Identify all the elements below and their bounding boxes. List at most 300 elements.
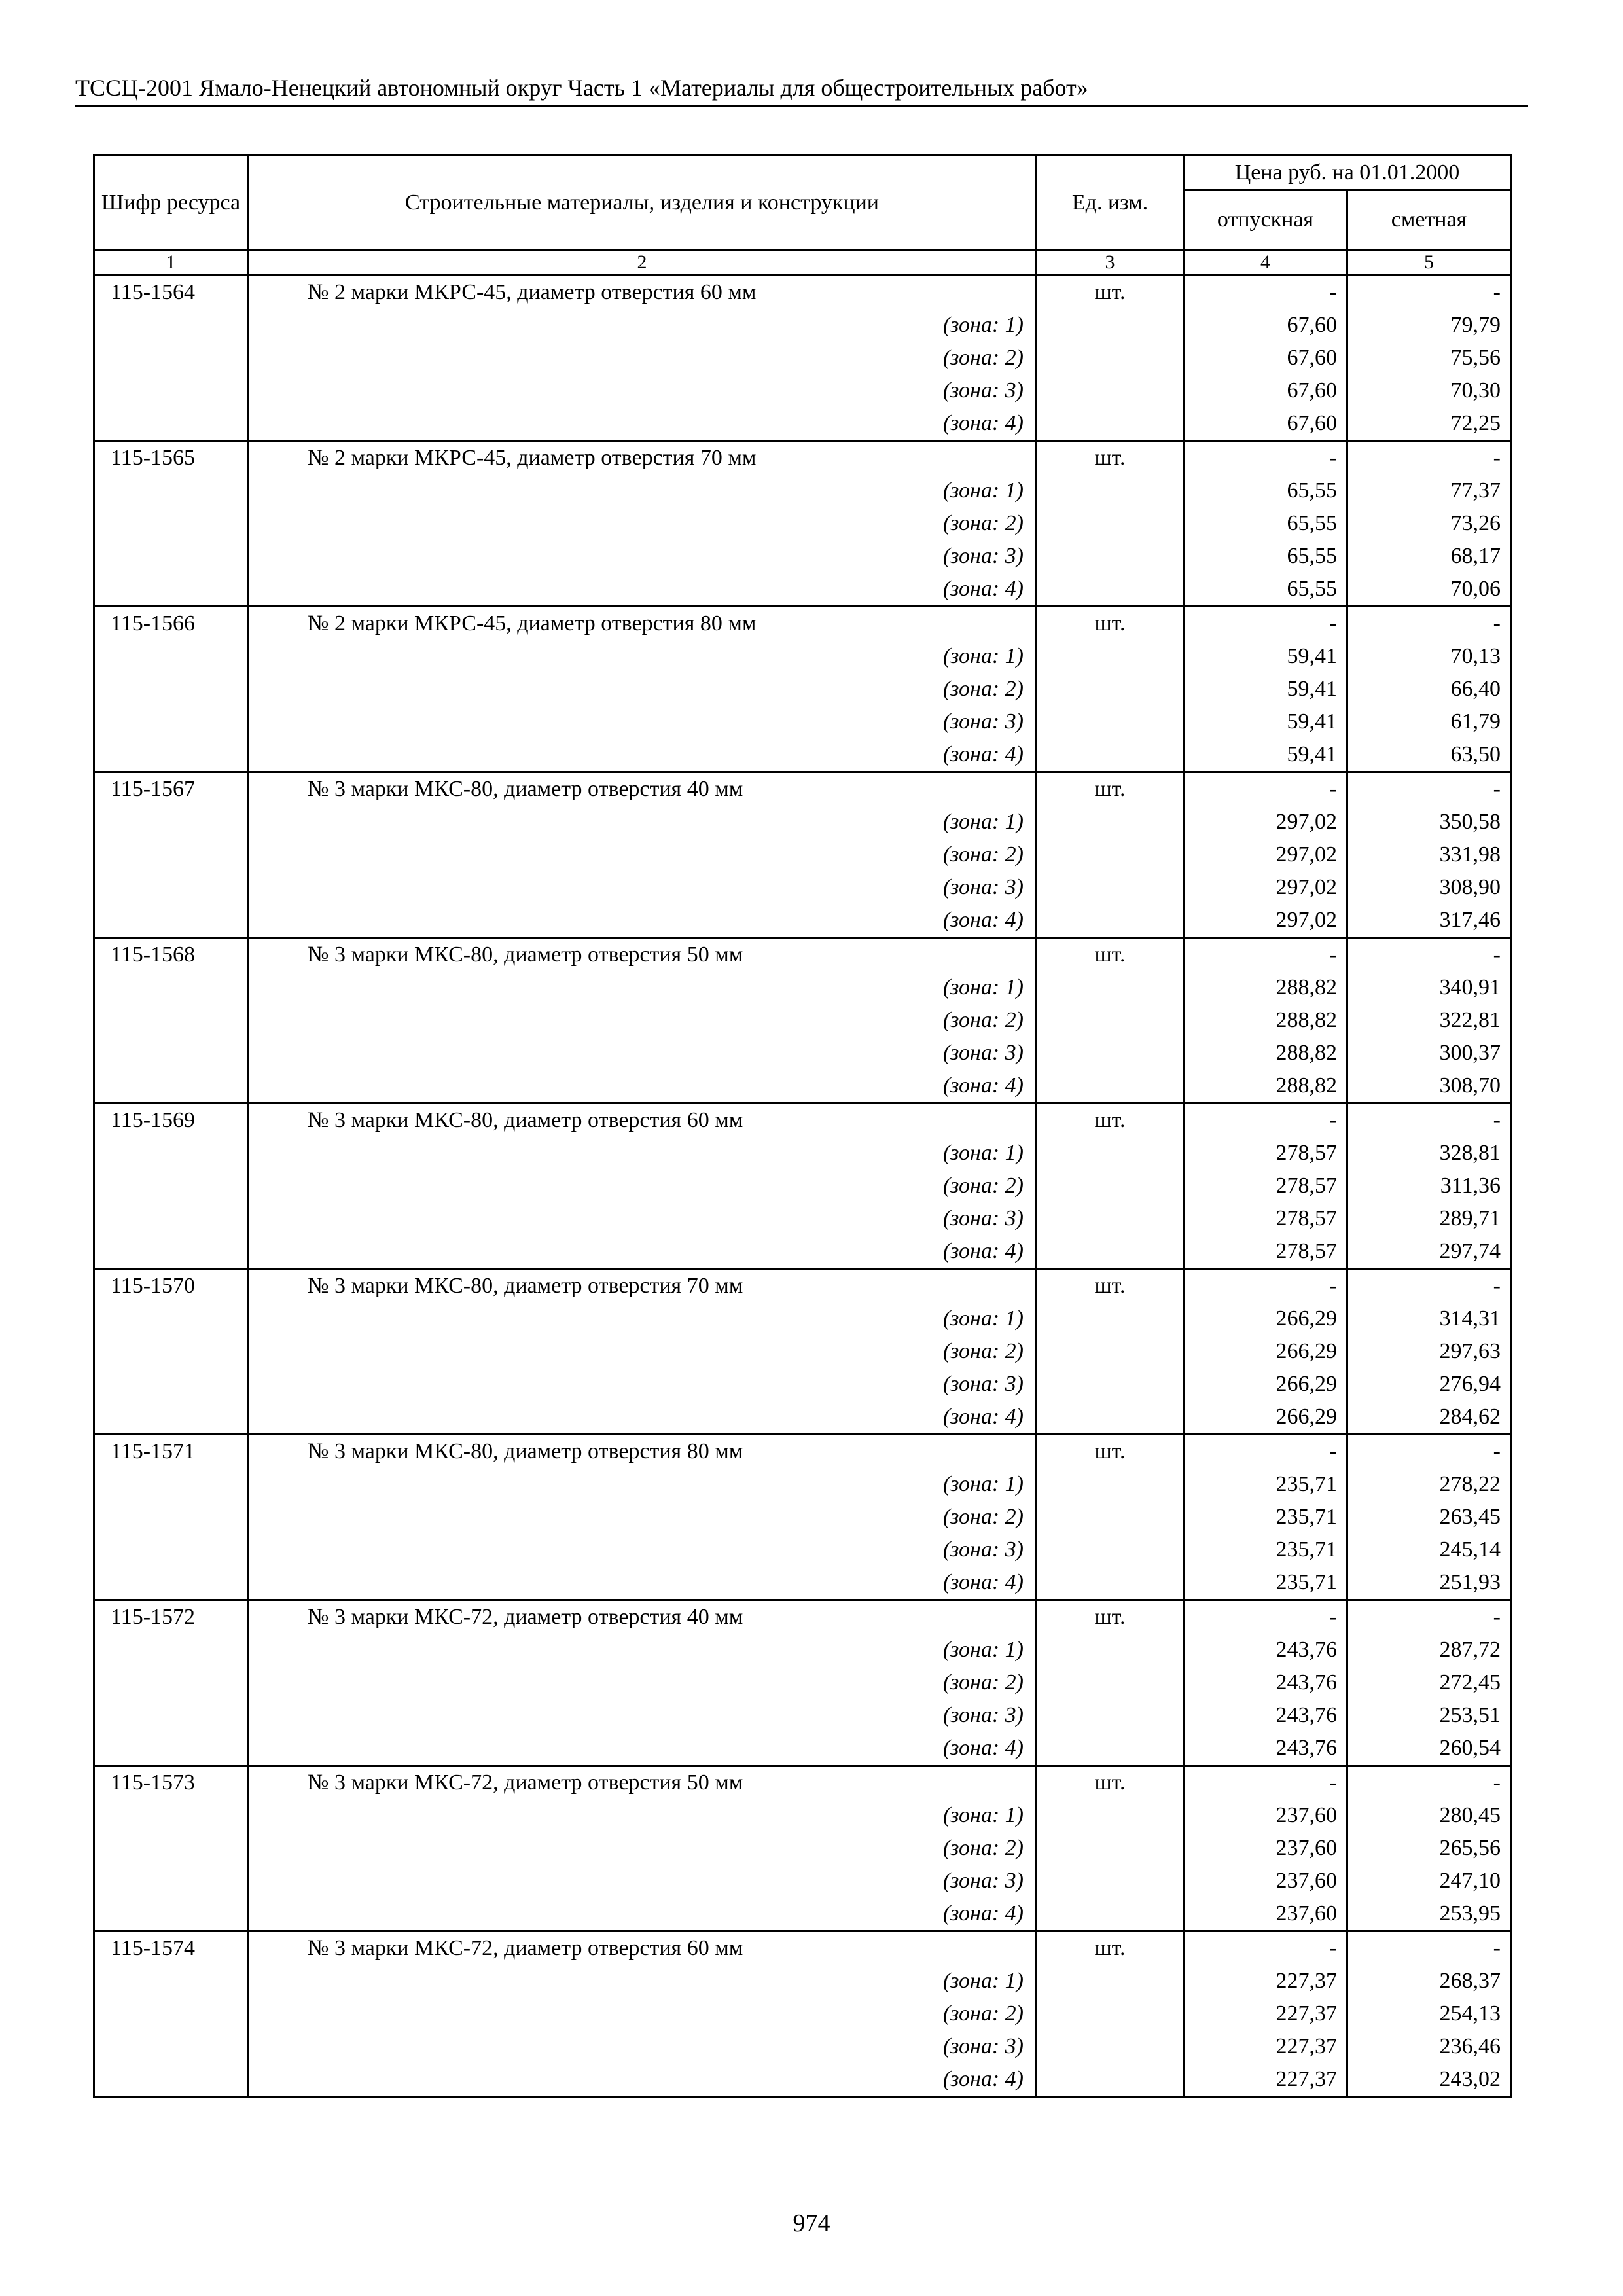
resource-code-empty [94, 540, 248, 573]
zone-label: (зона: 4) [248, 738, 1037, 772]
release-price: 59,41 [1184, 706, 1347, 738]
unit-empty [1037, 738, 1184, 772]
table-row [94, 1435, 1511, 1469]
unit: шт. [1037, 772, 1184, 806]
estimate-price: 236,46 [1347, 2030, 1511, 2063]
estimate-price: 331,98 [1347, 838, 1511, 871]
release-price: 243,76 [1184, 1732, 1347, 1766]
resource-code-empty [94, 1335, 248, 1368]
zone-row [94, 1302, 1511, 1335]
col-header-release: отпускная [1184, 190, 1347, 250]
zone-row [94, 1335, 1511, 1368]
resource-code-empty [94, 1998, 248, 2030]
release-price: 65,55 [1184, 540, 1347, 573]
col-header-unit: Ед. изм. [1037, 156, 1184, 250]
release-price: - [1184, 1931, 1347, 1965]
release-price: 65,55 [1184, 573, 1347, 607]
unit: шт. [1037, 276, 1184, 310]
release-price: 237,60 [1184, 1865, 1347, 1897]
zone-row [94, 838, 1511, 871]
resource-code-empty [94, 309, 248, 342]
resource-code: 115-1568 [94, 938, 248, 972]
material-name: № 3 марки МКС-80, диаметр отверстия 50 мм [248, 938, 1037, 972]
resource-code-empty [94, 1501, 248, 1534]
resource-code-empty [94, 640, 248, 673]
release-price: - [1184, 938, 1347, 972]
resource-code-empty [94, 2030, 248, 2063]
zone-label: (зона: 4) [248, 1235, 1037, 1269]
unit-empty [1037, 540, 1184, 573]
col-header-estimate: сметная [1347, 190, 1511, 250]
unit-empty [1037, 1566, 1184, 1600]
zone-label: (зона: 3) [248, 1865, 1037, 1897]
estimate-price: 70,13 [1347, 640, 1511, 673]
zone-label: (зона: 4) [248, 1732, 1037, 1766]
release-price: - [1184, 1766, 1347, 1800]
zone-label: (зона: 1) [248, 1468, 1037, 1501]
zone-row [94, 507, 1511, 540]
estimate-price: 260,54 [1347, 1732, 1511, 1766]
release-price: 288,82 [1184, 1037, 1347, 1069]
table-row [94, 1103, 1511, 1138]
unit-empty [1037, 871, 1184, 904]
release-price: 278,57 [1184, 1170, 1347, 1202]
zone-label: (зона: 2) [248, 507, 1037, 540]
zone-label: (зона: 2) [248, 1501, 1037, 1534]
estimate-price: 73,26 [1347, 507, 1511, 540]
zone-label: (зона: 4) [248, 1069, 1037, 1103]
zone-row [94, 1732, 1511, 1766]
header-rule [75, 105, 1528, 107]
table-body [94, 276, 1511, 2097]
zone-label: (зона: 2) [248, 838, 1037, 871]
release-price: - [1184, 772, 1347, 806]
release-price: 288,82 [1184, 971, 1347, 1004]
unit-empty [1037, 1832, 1184, 1865]
zone-label: (зона: 2) [248, 673, 1037, 706]
release-price: 297,02 [1184, 871, 1347, 904]
unit-empty [1037, 806, 1184, 838]
unit-empty [1037, 1401, 1184, 1435]
unit-empty [1037, 1634, 1184, 1666]
zone-label: (зона: 1) [248, 475, 1037, 507]
resource-code-empty [94, 374, 248, 407]
zone-label: (зона: 4) [248, 1401, 1037, 1435]
column-number: 5 [1347, 250, 1511, 276]
estimate-price: 276,94 [1347, 1368, 1511, 1401]
release-price: 266,29 [1184, 1302, 1347, 1335]
unit-empty [1037, 1501, 1184, 1534]
estimate-price: - [1347, 938, 1511, 972]
zone-label: (зона: 3) [248, 1699, 1037, 1732]
release-price: 288,82 [1184, 1004, 1347, 1037]
estimate-price: 79,79 [1347, 309, 1511, 342]
zone-row [94, 1799, 1511, 1832]
resource-code: 115-1565 [94, 441, 248, 475]
zone-label: (зона: 3) [248, 1534, 1037, 1566]
estimate-price: 77,37 [1347, 475, 1511, 507]
resource-code-empty [94, 407, 248, 441]
zone-row [94, 1235, 1511, 1269]
release-price: - [1184, 1435, 1347, 1469]
resource-code-empty [94, 971, 248, 1004]
resource-code-empty [94, 1202, 248, 1235]
estimate-price: 272,45 [1347, 1666, 1511, 1699]
unit-empty [1037, 1468, 1184, 1501]
column-number: 3 [1037, 250, 1184, 276]
zone-row [94, 2063, 1511, 2097]
estimate-price: - [1347, 772, 1511, 806]
release-price: 297,02 [1184, 806, 1347, 838]
estimate-price: 314,31 [1347, 1302, 1511, 1335]
release-price: 297,02 [1184, 838, 1347, 871]
zone-row [94, 1137, 1511, 1170]
estimate-price: - [1347, 1269, 1511, 1303]
release-price: 243,76 [1184, 1666, 1347, 1699]
release-price: - [1184, 1269, 1347, 1303]
unit-empty [1037, 1137, 1184, 1170]
unit-empty [1037, 1069, 1184, 1103]
resource-code-empty [94, 1037, 248, 1069]
release-price: 59,41 [1184, 673, 1347, 706]
material-name: № 3 марки МКС-80, диаметр отверстия 40 мм [248, 772, 1037, 806]
resource-code-empty [94, 1865, 248, 1897]
estimate-price: 63,50 [1347, 738, 1511, 772]
estimate-price: 245,14 [1347, 1534, 1511, 1566]
zone-row [94, 706, 1511, 738]
zone-label: (зона: 3) [248, 540, 1037, 573]
zone-row [94, 1069, 1511, 1103]
resource-code: 115-1564 [94, 276, 248, 310]
unit: шт. [1037, 1103, 1184, 1138]
resource-code-empty [94, 738, 248, 772]
unit-empty [1037, 904, 1184, 938]
zone-label: (зона: 2) [248, 1335, 1037, 1368]
zone-label: (зона: 3) [248, 2030, 1037, 2063]
resource-code-empty [94, 1004, 248, 1037]
zone-label: (зона: 1) [248, 1137, 1037, 1170]
estimate-price: 72,25 [1347, 407, 1511, 441]
table-row [94, 938, 1511, 972]
zone-row [94, 1634, 1511, 1666]
zone-label: (зона: 2) [248, 1666, 1037, 1699]
resource-code-empty [94, 1732, 248, 1766]
unit-empty [1037, 1732, 1184, 1766]
release-price: 278,57 [1184, 1202, 1347, 1235]
release-price: 227,37 [1184, 1965, 1347, 1998]
unit-empty [1037, 1897, 1184, 1931]
unit-empty [1037, 1699, 1184, 1732]
unit-empty [1037, 706, 1184, 738]
unit: шт. [1037, 1435, 1184, 1469]
zone-label: (зона: 1) [248, 1634, 1037, 1666]
resource-code-empty [94, 838, 248, 871]
zone-label: (зона: 3) [248, 871, 1037, 904]
estimate-price: 265,56 [1347, 1832, 1511, 1865]
material-name: № 3 марки МКС-80, диаметр отверстия 60 мм [248, 1103, 1037, 1138]
material-name: № 2 марки МКРС-45, диаметр отверстия 60 мм [248, 276, 1037, 310]
estimate-price: 300,37 [1347, 1037, 1511, 1069]
release-price: 235,71 [1184, 1501, 1347, 1534]
unit-empty [1037, 640, 1184, 673]
estimate-price: 253,51 [1347, 1699, 1511, 1732]
estimate-price: 66,40 [1347, 673, 1511, 706]
resource-code-empty [94, 706, 248, 738]
resource-code-empty [94, 1302, 248, 1335]
unit-empty [1037, 1037, 1184, 1069]
estimate-price: 268,37 [1347, 1965, 1511, 1998]
col-header-price: Цена руб. на 01.01.2000 [1184, 156, 1511, 190]
estimate-price: 328,81 [1347, 1137, 1511, 1170]
zone-row [94, 1832, 1511, 1865]
unit-empty [1037, 1302, 1184, 1335]
zone-row [94, 573, 1511, 607]
resource-code-empty [94, 1468, 248, 1501]
zone-label: (зона: 4) [248, 904, 1037, 938]
unit: шт. [1037, 1766, 1184, 1800]
resource-code-empty [94, 1965, 248, 1998]
estimate-price: 311,36 [1347, 1170, 1511, 1202]
estimate-price: 278,22 [1347, 1468, 1511, 1501]
zone-row [94, 374, 1511, 407]
zone-row [94, 1666, 1511, 1699]
resource-code-empty [94, 1368, 248, 1401]
estimate-price: - [1347, 1600, 1511, 1634]
zone-label: (зона: 1) [248, 640, 1037, 673]
resource-code-empty [94, 1235, 248, 1269]
estimate-price: 297,74 [1347, 1235, 1511, 1269]
release-price: 227,37 [1184, 2063, 1347, 2097]
unit-empty [1037, 838, 1184, 871]
release-price: - [1184, 276, 1347, 310]
release-price: 237,60 [1184, 1799, 1347, 1832]
unit-empty [1037, 1202, 1184, 1235]
resource-code-empty [94, 871, 248, 904]
resource-code: 115-1567 [94, 772, 248, 806]
resource-code-empty [94, 1897, 248, 1931]
resource-code-empty [94, 904, 248, 938]
resource-code-empty [94, 573, 248, 607]
release-price: 235,71 [1184, 1468, 1347, 1501]
table-row [94, 441, 1511, 475]
estimate-price: 70,06 [1347, 573, 1511, 607]
estimate-price: 322,81 [1347, 1004, 1511, 1037]
column-numbers-row [94, 250, 1511, 276]
estimate-price: 289,71 [1347, 1202, 1511, 1235]
unit-empty [1037, 2030, 1184, 2063]
resource-code-empty [94, 1170, 248, 1202]
material-name: № 3 марки МКС-80, диаметр отверстия 70 мм [248, 1269, 1037, 1303]
column-number: 4 [1184, 250, 1347, 276]
table-row [94, 1600, 1511, 1634]
zone-row [94, 1998, 1511, 2030]
release-price: - [1184, 1600, 1347, 1634]
estimate-price: 253,95 [1347, 1897, 1511, 1931]
zone-label: (зона: 1) [248, 1302, 1037, 1335]
zone-row [94, 1468, 1511, 1501]
zone-row [94, 540, 1511, 573]
estimate-price: - [1347, 1435, 1511, 1469]
unit-empty [1037, 1666, 1184, 1699]
zone-row [94, 1401, 1511, 1435]
resource-code-empty [94, 475, 248, 507]
release-price: 266,29 [1184, 1401, 1347, 1435]
resource-code: 115-1573 [94, 1766, 248, 1800]
estimate-price: 287,72 [1347, 1634, 1511, 1666]
resource-code-empty [94, 673, 248, 706]
zone-label: (зона: 4) [248, 1566, 1037, 1600]
unit-empty [1037, 309, 1184, 342]
unit: шт. [1037, 441, 1184, 475]
estimate-price: 251,93 [1347, 1566, 1511, 1600]
zone-label: (зона: 2) [248, 1998, 1037, 2030]
estimate-price: 263,45 [1347, 1501, 1511, 1534]
resource-code-empty [94, 1799, 248, 1832]
estimate-price: 254,13 [1347, 1998, 1511, 2030]
release-price: 266,29 [1184, 1335, 1347, 1368]
estimate-price: - [1347, 1103, 1511, 1138]
page-header: ТССЦ-2001 Ямало-Ненецкий автономный округ Часть 1 «Материалы для общестроительных работ» [75, 75, 1088, 101]
unit-empty [1037, 374, 1184, 407]
column-number: 1 [94, 250, 248, 276]
release-price: 243,76 [1184, 1699, 1347, 1732]
release-price: 235,71 [1184, 1566, 1347, 1600]
release-price: 59,41 [1184, 738, 1347, 772]
release-price: - [1184, 441, 1347, 475]
col-header-code: Шифр ресурса [94, 156, 248, 250]
zone-row [94, 738, 1511, 772]
zone-label: (зона: 3) [248, 1202, 1037, 1235]
zone-row [94, 1534, 1511, 1566]
column-number: 2 [248, 250, 1037, 276]
zone-label: (зона: 2) [248, 1170, 1037, 1202]
unit: шт. [1037, 1931, 1184, 1965]
unit: шт. [1037, 938, 1184, 972]
release-price: 266,29 [1184, 1368, 1347, 1401]
unit-empty [1037, 1368, 1184, 1401]
release-price: 297,02 [1184, 904, 1347, 938]
unit-empty [1037, 1235, 1184, 1269]
estimate-price: 308,90 [1347, 871, 1511, 904]
release-price: 65,55 [1184, 475, 1347, 507]
zone-label: (зона: 4) [248, 407, 1037, 441]
unit: шт. [1037, 1269, 1184, 1303]
zone-label: (зона: 4) [248, 2063, 1037, 2097]
zone-row [94, 673, 1511, 706]
unit-empty [1037, 1998, 1184, 2030]
estimate-price: 308,70 [1347, 1069, 1511, 1103]
zone-label: (зона: 2) [248, 1832, 1037, 1865]
estimate-price: 75,56 [1347, 342, 1511, 374]
material-name: № 3 марки МКС-72, диаметр отверстия 40 мм [248, 1600, 1037, 1634]
zone-label: (зона: 2) [248, 1004, 1037, 1037]
zone-label: (зона: 1) [248, 806, 1037, 838]
col-header-name: Строительные материалы, изделия и конструкции [248, 156, 1037, 250]
unit-empty [1037, 971, 1184, 1004]
zone-row [94, 2030, 1511, 2063]
zone-row [94, 1037, 1511, 1069]
zone-row [94, 1865, 1511, 1897]
material-name: № 3 марки МКС-72, диаметр отверстия 60 мм [248, 1931, 1037, 1965]
unit-empty [1037, 342, 1184, 374]
zone-label: (зона: 2) [248, 342, 1037, 374]
unit-empty [1037, 1865, 1184, 1897]
material-name: № 3 марки МКС-72, диаметр отверстия 50 мм [248, 1766, 1037, 1800]
zone-row [94, 640, 1511, 673]
table-row [94, 1766, 1511, 1800]
zone-row [94, 1004, 1511, 1037]
release-price: 278,57 [1184, 1235, 1347, 1269]
release-price: 237,60 [1184, 1897, 1347, 1931]
resource-code-empty [94, 2063, 248, 2097]
estimate-price: 297,63 [1347, 1335, 1511, 1368]
resource-code: 115-1571 [94, 1435, 248, 1469]
release-price: 227,37 [1184, 2030, 1347, 2063]
unit-empty [1037, 475, 1184, 507]
zone-label: (зона: 4) [248, 1897, 1037, 1931]
resource-code-empty [94, 1534, 248, 1566]
price-table [93, 154, 1512, 2098]
estimate-price: 280,45 [1347, 1799, 1511, 1832]
zone-row [94, 1368, 1511, 1401]
zone-row [94, 1202, 1511, 1235]
resource-code-empty [94, 806, 248, 838]
zone-row [94, 309, 1511, 342]
zone-label: (зона: 3) [248, 374, 1037, 407]
zone-label: (зона: 1) [248, 971, 1037, 1004]
material-name: № 2 марки МКРС-45, диаметр отверстия 80 мм [248, 607, 1037, 641]
release-price: 237,60 [1184, 1832, 1347, 1865]
release-price: 235,71 [1184, 1534, 1347, 1566]
zone-label: (зона: 3) [248, 1368, 1037, 1401]
estimate-price: 70,30 [1347, 374, 1511, 407]
zone-row [94, 1699, 1511, 1732]
unit-empty [1037, 573, 1184, 607]
table-row [94, 1931, 1511, 1965]
page-number: 974 [793, 2210, 830, 2237]
release-price: 288,82 [1184, 1069, 1347, 1103]
estimate-price: 350,58 [1347, 806, 1511, 838]
zone-label: (зона: 3) [248, 706, 1037, 738]
release-price: 67,60 [1184, 407, 1347, 441]
zone-row [94, 971, 1511, 1004]
resource-code: 115-1569 [94, 1103, 248, 1138]
zone-row [94, 1170, 1511, 1202]
zone-row [94, 475, 1511, 507]
unit-empty [1037, 1799, 1184, 1832]
material-name: № 2 марки МКРС-45, диаметр отверстия 70 мм [248, 441, 1037, 475]
zone-label: (зона: 4) [248, 573, 1037, 607]
release-price: 243,76 [1184, 1634, 1347, 1666]
unit-empty [1037, 1335, 1184, 1368]
zone-row [94, 407, 1511, 441]
resource-code-empty [94, 507, 248, 540]
resource-code: 115-1566 [94, 607, 248, 641]
release-price: 67,60 [1184, 309, 1347, 342]
resource-code-empty [94, 1137, 248, 1170]
release-price: 67,60 [1184, 374, 1347, 407]
resource-code-empty [94, 1666, 248, 1699]
release-price: 59,41 [1184, 640, 1347, 673]
estimate-price: 68,17 [1347, 540, 1511, 573]
estimate-price: - [1347, 607, 1511, 641]
release-price: - [1184, 1103, 1347, 1138]
unit-empty [1037, 507, 1184, 540]
release-price: 278,57 [1184, 1137, 1347, 1170]
zone-row [94, 1501, 1511, 1534]
resource-code-empty [94, 1832, 248, 1865]
unit-empty [1037, 1004, 1184, 1037]
